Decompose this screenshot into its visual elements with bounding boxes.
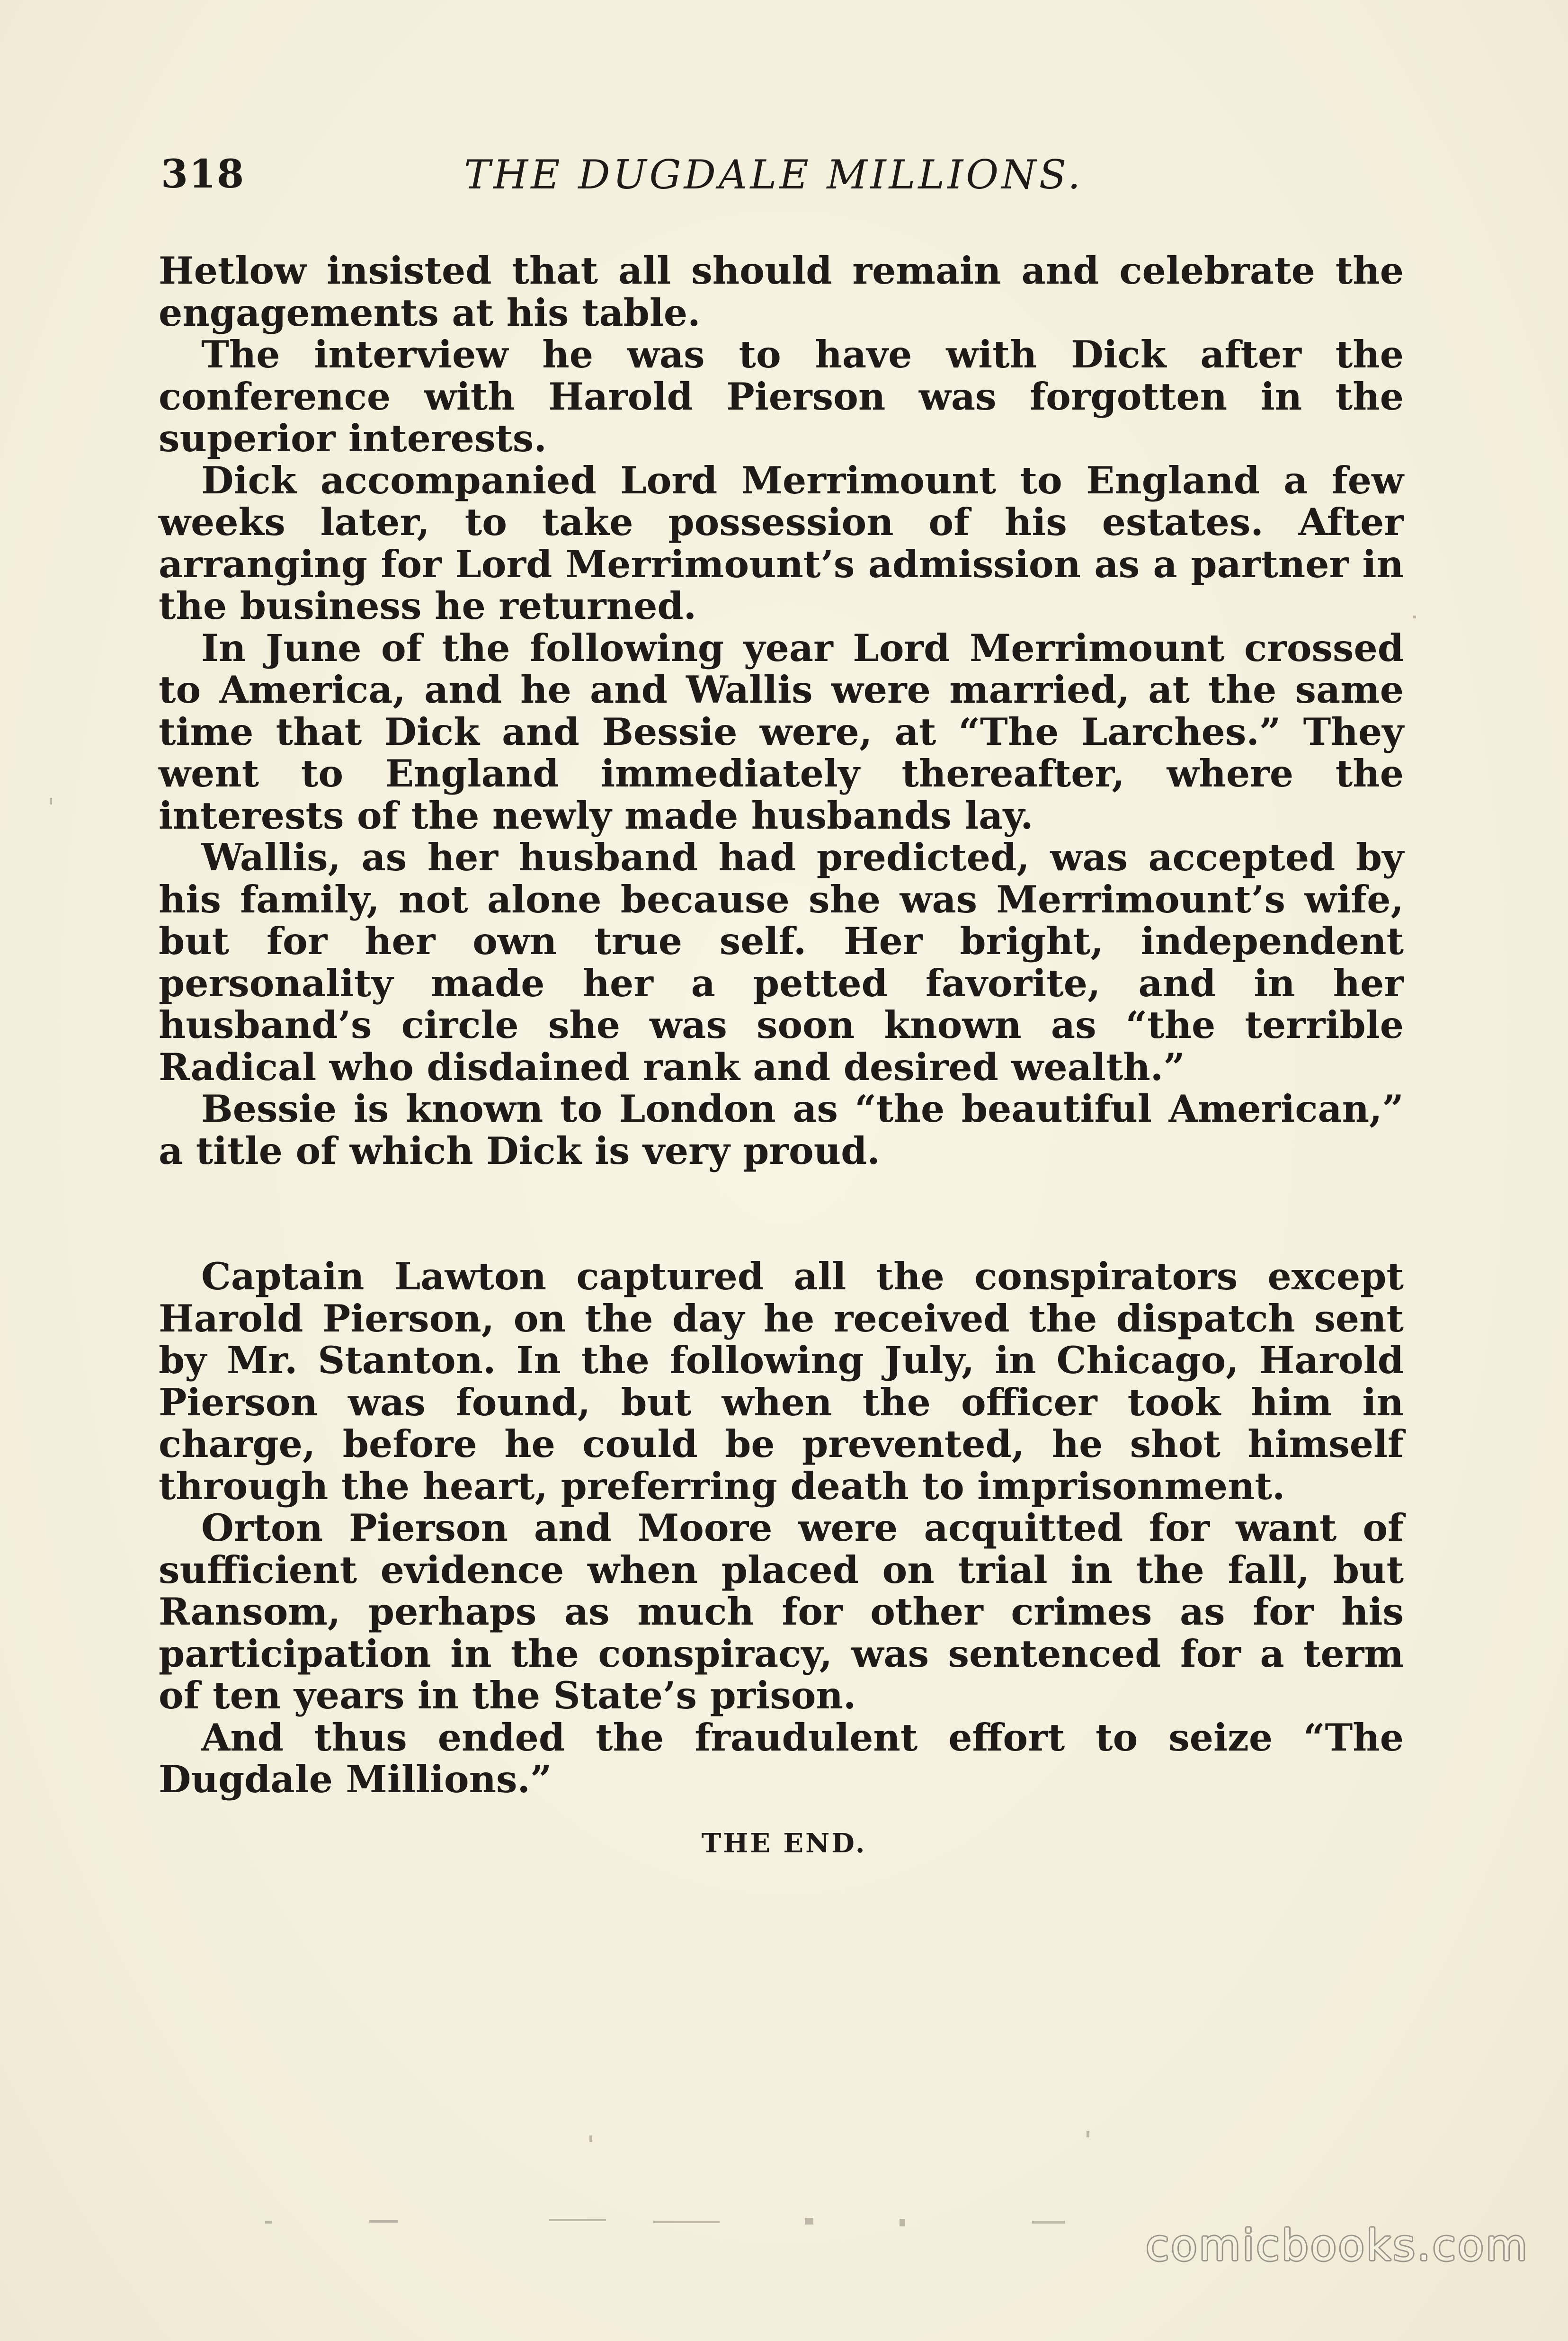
print-speck <box>1087 2131 1089 2137</box>
paragraph: Wallis, as her husband had predicted, was accepted by his family, not alone because she was Merrimount’s wife, but for her own true self. Her bright, independent personality made her a petted favorite, and in her husband’s circle she was soon known as “the terrible Radical who disdained rank and desired wealth.” <box>159 835 1404 1089</box>
paragraph: Orton Pierson and Moore were acquitted for want of sufficient evidence when placed on trial in the fall, but Ransom, perhaps as much for other crimes as for his participation in the conspiracy, was sentenced for a term of ten years in the State’s prison. <box>159 1506 1404 1717</box>
paragraph: In June of the following year Lord Merrimount crossed to America, and he and Wallis were married, at the same time that Dick and Bessie were, at “The Larches.” They went to England immediately thereafter, where the interests of the newly made husbands lay. <box>159 625 1404 838</box>
page-number: 318 <box>161 152 245 197</box>
body-text <box>159 250 1404 1801</box>
paragraph: The interview he was to have with Dick after the conference with Harold Pierson was forgotten in the superior interests. <box>159 332 1404 460</box>
the-end-label: THE END. <box>701 1828 867 1859</box>
paragraph: And thus ended the fraudulent effort to seize “The Dugdale Millions.” <box>159 1715 1404 1801</box>
paragraph: Captain Lawton captured all the conspirators except Harold Pierson, on the day he received the dispatch sent by Mr. Stanton. In the following July, in Chicago, Harold Pierson was found, but when the officer took him in charge, before he could be prevented, he shot himself through the heart, preferring death to imprisonment. <box>159 1254 1404 1508</box>
print-speck <box>1413 616 1416 618</box>
print-speck <box>1032 2221 1065 2224</box>
paragraph: Hetlow insisted that all should remain and celebrate the engagements at his table. <box>159 249 1404 335</box>
paragraph: Dick accompanied Lord Merrimount to England a few weeks later, to take possession of his estates. After arranging for Lord Merrimount’s admission as a partner in the business he returned. <box>159 458 1404 628</box>
print-speck <box>549 2219 606 2221</box>
book-title: THE DUGDALE MILLIONS. <box>464 152 1083 198</box>
site-watermark: comicbooks.com <box>1146 2221 1529 2270</box>
print-speck <box>369 2220 398 2223</box>
print-speck <box>265 2221 272 2224</box>
paragraph: Bessie is known to London as “the beautiful American,” a title of which Dick is very proud. <box>159 1087 1404 1173</box>
print-speck <box>653 2221 720 2223</box>
print-speck <box>589 2135 592 2142</box>
print-speck <box>805 2218 813 2225</box>
print-speck <box>50 798 52 804</box>
section-break <box>159 1172 1404 1256</box>
print-speck <box>900 2219 905 2226</box>
running-head <box>161 152 1411 204</box>
